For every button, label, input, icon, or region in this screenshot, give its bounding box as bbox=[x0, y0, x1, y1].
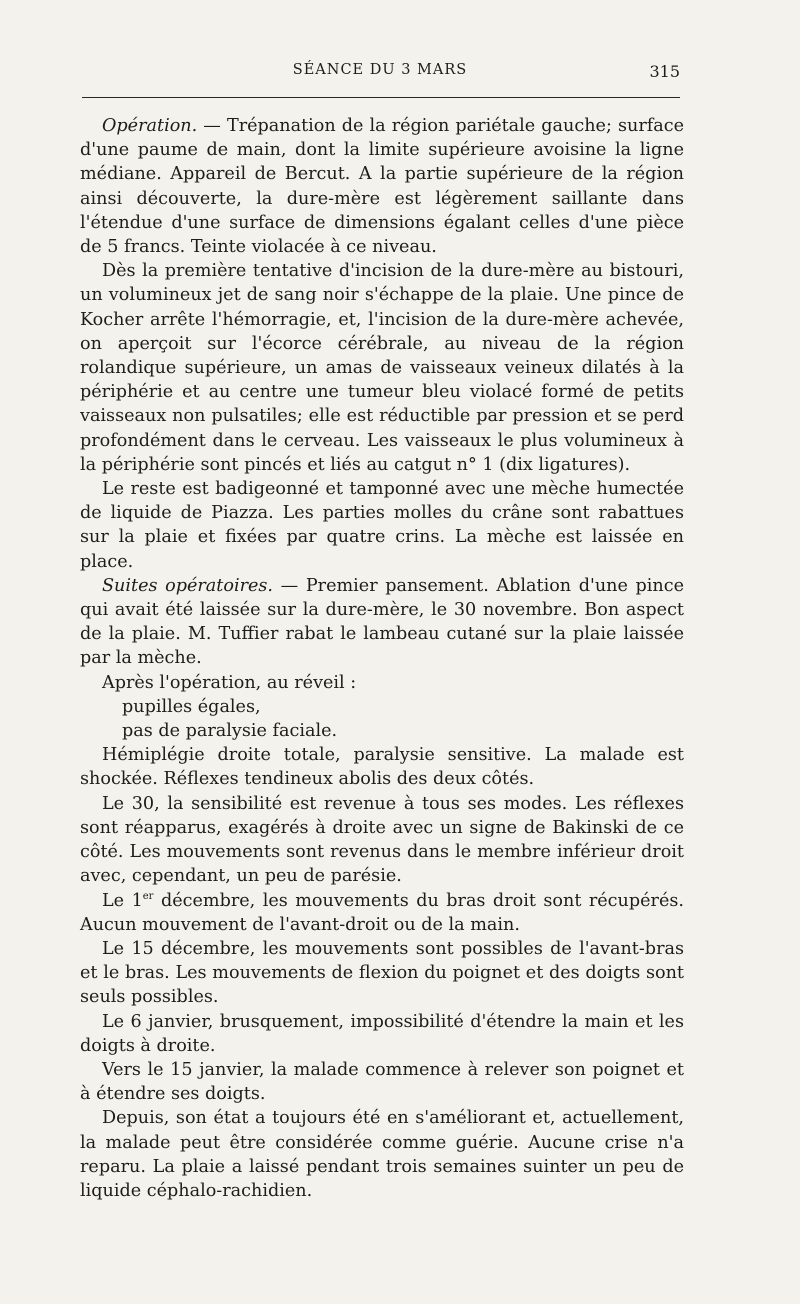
list-item: pupilles égales, bbox=[122, 696, 261, 717]
paragraph-hemiplegie: Hémiplégie droite totale, paralysie sensitive. La malade est shockée. Réflexes tendineux abolis des deux côtés. bbox=[80, 745, 684, 790]
page-number: 315 bbox=[649, 62, 680, 81]
paragraph-suites bbox=[80, 574, 684, 671]
operation-label: Opération. bbox=[102, 116, 198, 136]
paragraph-6-janvier: Le 6 janvier, brusquement, impossibilité d'étendre la main et les doigts à droite. bbox=[80, 1011, 684, 1056]
paragraph-operation bbox=[80, 114, 684, 259]
header-rule bbox=[82, 97, 680, 98]
paragraph-badigeonne: Le reste est badigeonné et tamponné avec une mèche humectée de liquide de Piazza. Les parties molles du crâne sont rabattues sur la plaie et fixées par quatre crins. La mèche est laissée en place. bbox=[80, 479, 684, 572]
operation-text: — Trépanation de la région pariétale gauche; surface d'une paume de main, dont la limite supérieure avoisine la ligne médiane. Appareil de Bercut. A la partie supérieure de la région ainsi découverte, la dure-mère est légèrement saillante dans l'étendue d'une surface de dimensions égalant celles d'une pièce de 5 francs. Teinte violacée à ce niveau. bbox=[80, 116, 684, 258]
paragraph-incision: Dès la première tentative d'incision de la dure-mère au bistouri, un volumineux jet de sang noir s'échappe de la plaie. Une pince de Kocher arrête l'hémorragie, et, l'incision de la dure-mère achevée, on aperçoit sur l'écorce cérébrale, au niveau de la région rolandique supérieure, un amas de vaisseaux veineux dilatés à la périphérie et au centre une tumeur bleu violacé formé de petits vaisseaux non pulsatiles; elle est réductible par pression et se perd profondément dans le cerveau. Les vaisseaux le plus volumineux à la périphérie sont pincés et liés au catgut n° 1 (dix ligatures). bbox=[80, 261, 684, 475]
running-title: SÉANCE DU 3 MARS bbox=[292, 62, 468, 78]
paragraph-depuis: Depuis, son état a toujours été en s'améliorant et, actuellement, la malade peut être considérée comme guérie. Aucune crise n'a reparu. La plaie a laissé pendant trois semaines suinter un peu de liquide céphalo-rachidien. bbox=[80, 1108, 684, 1201]
paragraph-15-decembre: Le 15 décembre, les mouvements sont possibles de l'avant-bras et le bras. Les mouvements de flexion du poignet et des doigts sont seuls possibles. bbox=[80, 938, 684, 1008]
list-item: pas de paralysie faciale. bbox=[122, 721, 338, 742]
paragraph-reveil: Après l'opération, au réveil : bbox=[102, 672, 357, 693]
body-text bbox=[80, 114, 684, 1203]
ordinal-superscript: er bbox=[142, 890, 154, 902]
paragraph-1er-decembre bbox=[80, 889, 684, 937]
date-rest: décembre, les mouvements du bras droit sont récupérés. Aucun mouvement de l'avant-droit ou de la main. bbox=[80, 890, 684, 935]
suites-text: — Premier pansement. Ablation d'une pince qui avait été laissée sur la dure-mère, le 30 novembre. Bon aspect de la plaie. M. Tuffier rabat le lambeau cutané sur la plaie laissée par la mèche. bbox=[80, 575, 685, 669]
paragraph-15-janvier: Vers le 15 janvier, la malade commence à relever son poignet et à étendre ses doigts. bbox=[80, 1059, 684, 1105]
page-header bbox=[80, 62, 680, 86]
suites-label: Suites opératoires. bbox=[102, 575, 274, 596]
paragraph-le-30: Le 30, la sensibilité est revenue à tous ses modes. Les réflexes sont réapparus, exagérés à droite avec un signe de Bakinski de ce côté. Les mouvements sont revenus dans le membre inférieur droit avec, cependant, un peu de parésie. bbox=[80, 793, 684, 887]
date-start: Le 1 bbox=[102, 890, 143, 911]
